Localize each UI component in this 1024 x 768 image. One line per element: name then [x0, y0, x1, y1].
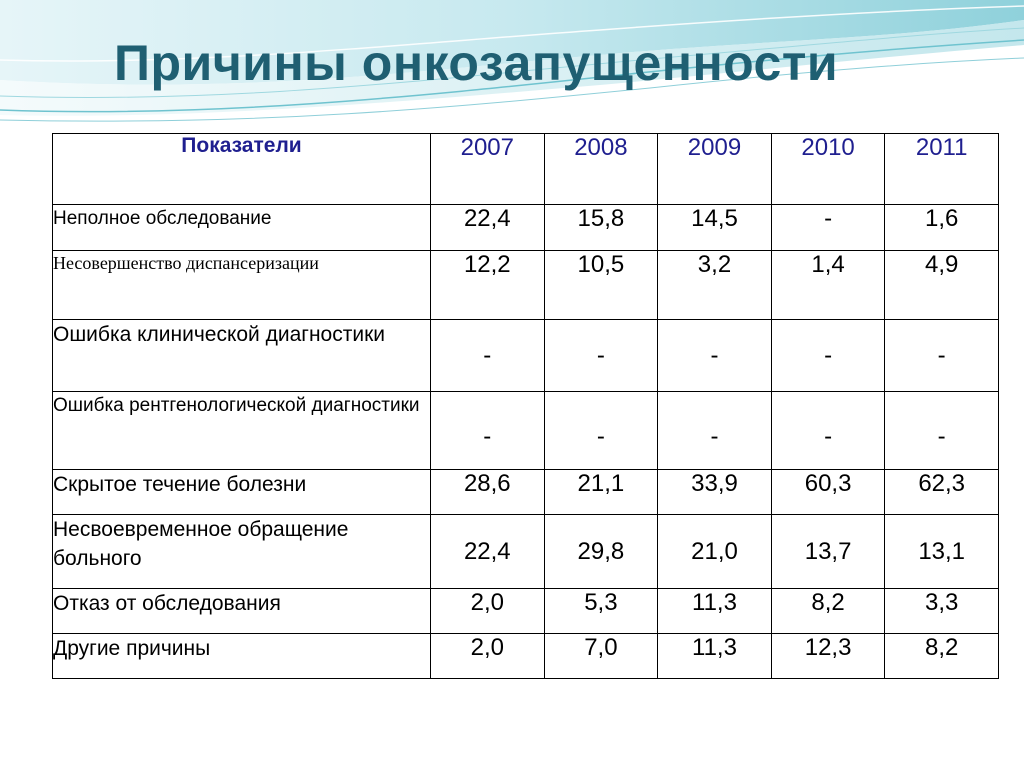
column-header-year: 2007	[431, 134, 545, 205]
table-cell: -	[544, 320, 658, 392]
table-cell: 29,8	[544, 515, 658, 589]
table-cell: 22,4	[431, 205, 545, 251]
table-row	[53, 251, 999, 320]
table-row	[53, 515, 999, 589]
column-header-year: 2008	[544, 134, 658, 205]
table-cell: 22,4	[431, 515, 545, 589]
table-cell: -	[658, 392, 772, 470]
table-cell: 8,2	[771, 589, 885, 634]
table-cell: -	[544, 392, 658, 470]
row-label: Ошибка клинической диагностики	[53, 320, 431, 392]
table-cell: 3,2	[658, 251, 772, 320]
row-label: Неполное обследование	[53, 205, 431, 251]
table-cell: 10,5	[544, 251, 658, 320]
table-cell: 2,0	[431, 589, 545, 634]
column-header-year: 2009	[658, 134, 772, 205]
table-cell: 15,8	[544, 205, 658, 251]
table-cell: 1,6	[885, 205, 999, 251]
table-cell: 21,0	[658, 515, 772, 589]
table-cell: 21,1	[544, 470, 658, 515]
table-cell: 8,2	[885, 634, 999, 679]
table-row	[53, 320, 999, 392]
table-cell: 12,2	[431, 251, 545, 320]
slide-title: Причины онкозапущенности	[114, 35, 839, 91]
row-label: Другие причины	[53, 634, 431, 679]
table-cell: 28,6	[431, 470, 545, 515]
table-cell: 1,4	[771, 251, 885, 320]
table-cell: 13,1	[885, 515, 999, 589]
table-row	[53, 392, 999, 470]
table-cell: -	[658, 320, 772, 392]
table-row	[53, 589, 999, 634]
table-header-row	[53, 134, 999, 205]
table-cell: 11,3	[658, 634, 772, 679]
table-cell: 14,5	[658, 205, 772, 251]
table-cell: 11,3	[658, 589, 772, 634]
table-cell: -	[771, 392, 885, 470]
row-label: Несовершенство диспансеризации	[53, 251, 431, 320]
table-cell: 12,3	[771, 634, 885, 679]
table-row	[53, 634, 999, 679]
table-cell: -	[885, 392, 999, 470]
column-header-indicators: Показатели	[53, 134, 431, 205]
causes-table	[52, 133, 999, 679]
table-cell: 7,0	[544, 634, 658, 679]
table-cell: 3,3	[885, 589, 999, 634]
row-label: Несвоевременное обращение больного	[53, 515, 431, 589]
table-cell: -	[431, 320, 545, 392]
column-header-year: 2011	[885, 134, 999, 205]
table-cell: 13,7	[771, 515, 885, 589]
row-label: Ошибка рентгенологической диагностики	[53, 392, 431, 470]
table-cell: -	[771, 320, 885, 392]
table-cell: -	[885, 320, 999, 392]
table-cell: 62,3	[885, 470, 999, 515]
table-cell: 33,9	[658, 470, 772, 515]
row-label: Отказ от обследования	[53, 589, 431, 634]
table-cell: 2,0	[431, 634, 545, 679]
row-label: Скрытое течение болезни	[53, 470, 431, 515]
table-cell: 4,9	[885, 251, 999, 320]
table-row	[53, 205, 999, 251]
table-row	[53, 470, 999, 515]
column-header-year: 2010	[771, 134, 885, 205]
table-cell: 5,3	[544, 589, 658, 634]
table-cell: -	[431, 392, 545, 470]
table-cell: 60,3	[771, 470, 885, 515]
table-cell: -	[771, 205, 885, 251]
